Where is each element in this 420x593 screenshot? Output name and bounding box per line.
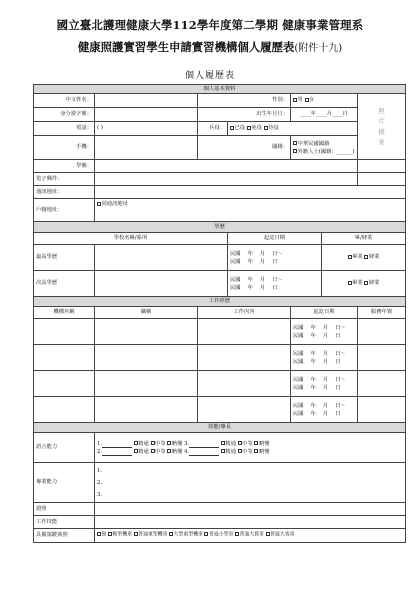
- resume-heading: 個人履歷表: [184, 71, 235, 81]
- language-item-3-num: 3.: [184, 440, 190, 447]
- license-field[interactable]: [95, 503, 406, 516]
- phone-field[interactable]: ( ): [95, 122, 198, 136]
- photo-placeholder-text: 照片檔案: [378, 106, 385, 146]
- edu-second-period[interactable]: [228, 271, 322, 297]
- edu-highest-school-field[interactable]: [95, 245, 228, 271]
- work-row-3-years[interactable]: [358, 371, 406, 397]
- edu-second-label: 次高學歷: [34, 271, 95, 297]
- work-row-2-start: 民國 年 月 日～: [293, 350, 346, 357]
- nationality-roc-text: 中華民國國籍: [297, 140, 330, 147]
- work-row-1-end: 民國 年 月 日: [293, 332, 341, 339]
- language-4-basic-text: 略懂: [258, 448, 270, 455]
- driving-license-label: 具備駕駛執照: [34, 529, 95, 543]
- student-id-label: 學號：: [34, 160, 95, 173]
- gender-male-checkbox[interactable]: [293, 98, 297, 102]
- driving-large-moto-checkbox[interactable]: [169, 532, 173, 536]
- language-1-mid-checkbox[interactable]: [151, 441, 155, 445]
- work-row-1-title[interactable]: [95, 319, 198, 345]
- work-row-4-years[interactable]: [358, 397, 406, 423]
- driving-truck-text: 普通大貨車: [239, 531, 264, 538]
- work-col-org: 機構名稱: [34, 307, 95, 319]
- edu-col-period: 起訖日期: [228, 233, 322, 245]
- skills-section-header: 技能/專長: [34, 423, 406, 433]
- language-label: 語言能力: [34, 433, 95, 463]
- work-row-3-start: 民國 年 月 日～: [293, 376, 346, 383]
- work-row-3-content[interactable]: [198, 371, 291, 397]
- same-address-text: 同通訊地址: [101, 201, 128, 207]
- gender-female-text: 女: [309, 97, 315, 104]
- edu-col-school: 學校名稱/系所: [34, 233, 228, 245]
- dob-field[interactable]: ____年____月____日: [291, 108, 358, 122]
- language-3-fluent-text: 精通: [225, 440, 236, 447]
- id-number-label: 身分證字號：: [34, 108, 95, 122]
- student-id-field[interactable]: [95, 160, 358, 173]
- nationality-foreign-text: 外籍人士(國籍：______): [297, 148, 355, 155]
- military-options: [228, 122, 358, 136]
- work-col-years: 服務年資: [358, 307, 406, 319]
- work-row-4-content[interactable]: [198, 397, 291, 423]
- language-field[interactable]: [95, 433, 406, 463]
- language-2-mid-text: 中等: [155, 448, 166, 455]
- edu-highest-status: [322, 245, 406, 271]
- mailing-address-label: 通訊地址：: [34, 186, 95, 199]
- edu-second-end: 民國 年 月 日: [230, 284, 278, 291]
- language-2-basic-checkbox[interactable]: [167, 449, 171, 453]
- gender-female-checkbox[interactable]: [305, 98, 309, 102]
- work-row-1-org[interactable]: [34, 319, 95, 345]
- work-section-header: 工作經歷: [34, 297, 406, 307]
- nationality-roc-checkbox[interactable]: [293, 141, 297, 145]
- nationality-options: [291, 136, 358, 160]
- resume-form-table: [33, 84, 406, 543]
- language-item-2-num: 2.: [97, 448, 103, 455]
- dob-label: 出生年月日：: [198, 108, 291, 122]
- language-item-2-blank[interactable]: [102, 450, 132, 456]
- edu-highest-graduated-text: 畢業: [352, 254, 363, 261]
- driving-car-checkbox[interactable]: [204, 532, 208, 536]
- edu-second-graduated-text: 畢業: [352, 280, 363, 287]
- registered-address-label: 戶籍地址：: [34, 199, 95, 222]
- language-item-4-blank[interactable]: [189, 450, 219, 456]
- specialty-item-3: 3.: [97, 491, 103, 498]
- work-row-3-title[interactable]: [95, 371, 198, 397]
- edu-highest-period[interactable]: [228, 245, 322, 271]
- edu-highest-dropped-text: 肄業: [368, 254, 380, 261]
- specialty-label: 專業能力: [34, 463, 95, 503]
- work-row-3-end: 民國 年 月 日: [293, 384, 341, 391]
- driving-bus-text: 普通大客車: [270, 531, 295, 538]
- specialty-item-2: 2.: [97, 479, 103, 486]
- language-item-3-blank[interactable]: [189, 442, 219, 448]
- work-row-4-org[interactable]: [34, 397, 95, 423]
- edu-col-status: 畢/肄業: [322, 233, 406, 245]
- gender-options: [291, 94, 358, 108]
- form-title-text: 健康照護實習學生申請實習機構個人履歷表: [77, 40, 295, 54]
- military-exempt-text: 免役: [251, 125, 262, 132]
- form-title-line2: [0, 39, 420, 55]
- driving-heavy-moto-checkbox[interactable]: [134, 532, 138, 536]
- email-blank: [358, 173, 406, 186]
- mobile-field[interactable]: [95, 136, 198, 160]
- language-item-4-num: 4.: [184, 448, 190, 455]
- language-2-mid-checkbox[interactable]: [151, 449, 155, 453]
- edu-second-school-field[interactable]: [95, 271, 228, 297]
- driving-car-text: 普通小型車: [208, 531, 234, 538]
- work-row-2-title[interactable]: [95, 345, 198, 371]
- gender-male-text: 男: [297, 97, 303, 104]
- work-col-content: 工作內容: [198, 307, 291, 319]
- work-row-4-start: 民國 年 月 日～: [293, 402, 346, 409]
- language-1-basic-text: 略懂: [171, 440, 183, 447]
- edu-highest-dropped-checkbox[interactable]: [364, 255, 368, 259]
- language-1-fluent-text: 精通: [138, 440, 149, 447]
- work-row-1-content[interactable]: [198, 319, 291, 345]
- edu-highest-end: 民國 年 月 日: [230, 258, 278, 265]
- work-col-title: 職稱: [95, 307, 198, 319]
- gender-label: 性別：: [198, 94, 291, 108]
- work-row-2-org[interactable]: [34, 345, 95, 371]
- work-row-4-period[interactable]: [291, 397, 358, 423]
- work-row-1-years[interactable]: [358, 319, 406, 345]
- work-row-4-title[interactable]: [95, 397, 198, 423]
- student-id-blank: [358, 160, 406, 173]
- edu-second-graduated-checkbox[interactable]: [348, 281, 352, 285]
- specialty-item-1: 1.: [97, 467, 103, 474]
- nationality-foreign-checkbox[interactable]: [293, 149, 297, 153]
- language-4-basic-checkbox[interactable]: [254, 449, 258, 453]
- driving-heavy-moto-text: 普通重型機車: [138, 531, 168, 538]
- language-item-1-num: 1.: [97, 440, 103, 447]
- name-field[interactable]: [95, 94, 198, 108]
- email-field[interactable]: [95, 173, 358, 186]
- email-label: 電子郵件：: [34, 173, 95, 186]
- edu-highest-start: 民國 年 月 日～: [230, 250, 283, 257]
- basic-info-section-header: 個人基本資料: [34, 85, 406, 94]
- license-label: 證照: [34, 503, 95, 516]
- nationality-label: 國籍：: [198, 136, 291, 160]
- work-row-2-end: 民國 年 月 日: [293, 358, 341, 365]
- driving-none-text: 無: [101, 531, 107, 538]
- form-title-line1: 國立臺北護理健康大學112學年度第二學期 健康事業管理系: [56, 18, 364, 32]
- name-label: 中文姓名：: [34, 94, 95, 108]
- work-row-3-org[interactable]: [34, 371, 95, 397]
- edu-highest-graduated-checkbox[interactable]: [348, 255, 352, 259]
- language-1-mid-text: 中等: [155, 440, 166, 447]
- driving-bus-checkbox[interactable]: [266, 532, 270, 536]
- language-item-1-blank[interactable]: [102, 442, 132, 448]
- language-4-fluent-text: 精通: [225, 448, 236, 455]
- driving-large-moto-text: 大型重型機車: [173, 531, 203, 538]
- work-col-period: 起訖日期: [291, 307, 358, 319]
- military-served-checkbox[interactable]: [230, 126, 234, 130]
- work-row-4-end: 民國 年 月 日: [293, 410, 341, 417]
- language-2-basic-text: 略懂: [171, 448, 183, 455]
- work-row-1-period[interactable]: [291, 319, 358, 345]
- language-4-mid-text: 中等: [242, 448, 253, 455]
- military-pending-checkbox[interactable]: [264, 126, 268, 130]
- id-number-field[interactable]: [95, 108, 198, 122]
- work-row-3-period[interactable]: [291, 371, 358, 397]
- edu-second-status: [322, 271, 406, 297]
- edu-second-dropped-text: 肄業: [368, 280, 380, 287]
- military-label: 兵役：: [198, 122, 228, 136]
- language-3-mid-text: 中等: [242, 440, 253, 447]
- photo-placeholder[interactable]: [358, 94, 406, 160]
- specialty-field[interactable]: [95, 463, 406, 503]
- work-row-1-start: 民國 年 月 日～: [293, 324, 346, 331]
- driving-none-checkbox[interactable]: [97, 532, 101, 536]
- registered-address-field[interactable]: [95, 199, 406, 222]
- work-skill-field[interactable]: [95, 516, 406, 529]
- mobile-label: 手機：: [34, 136, 95, 160]
- driving-light-moto-text: 輕型機車: [112, 531, 133, 538]
- language-2-fluent-text: 精通: [138, 448, 149, 455]
- work-row-2-years[interactable]: [358, 345, 406, 371]
- edu-second-dropped-checkbox[interactable]: [364, 281, 368, 285]
- phone-label: 電話：: [34, 122, 95, 136]
- language-3-basic-checkbox[interactable]: [254, 441, 258, 445]
- mailing-address-field[interactable]: [95, 186, 406, 199]
- edu-second-start: 民國 年 月 日～: [230, 276, 283, 283]
- work-skill-label: 工作技能: [34, 516, 95, 529]
- same-address-checkbox[interactable]: [97, 202, 101, 206]
- education-section-header: 學歷: [34, 222, 406, 233]
- language-1-basic-checkbox[interactable]: [167, 441, 171, 445]
- military-served-text: 已役: [234, 125, 246, 132]
- language-3-basic-text: 略懂: [258, 440, 270, 447]
- work-row-2-content[interactable]: [198, 345, 291, 371]
- military-pending-text: 待役: [268, 125, 279, 132]
- driving-license-options: [95, 529, 406, 543]
- attachment-number: (附件十九): [294, 43, 343, 54]
- edu-highest-label: 最高學歷: [34, 245, 95, 271]
- work-row-2-period[interactable]: [291, 345, 358, 371]
